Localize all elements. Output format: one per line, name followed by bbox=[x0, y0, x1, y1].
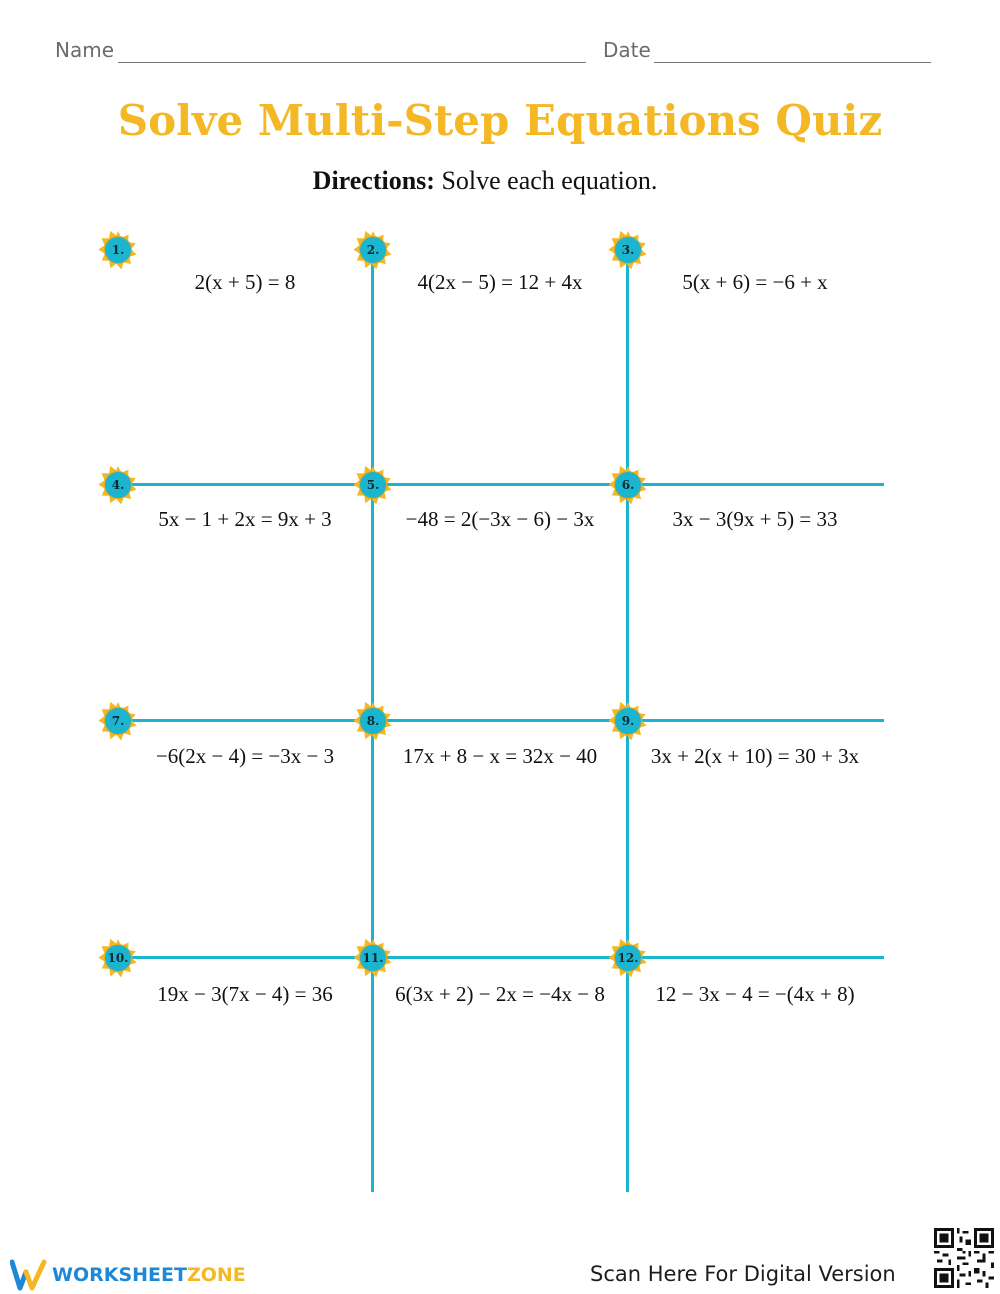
directions-text: Solve each equation. bbox=[441, 166, 658, 195]
grid-horizontal-line-2 bbox=[118, 719, 884, 722]
problem-equation: 4(2x − 5) = 12 + 4x bbox=[417, 270, 583, 294]
problem-number-badge bbox=[353, 938, 393, 978]
name-label: Name bbox=[55, 38, 115, 62]
problem-equation: 6(3x + 2) − 2x = −4x − 8 bbox=[395, 982, 605, 1006]
problem-number-badge bbox=[353, 701, 393, 741]
problem-number: 10. bbox=[107, 951, 129, 965]
worksheetzone-logo-icon[interactable] bbox=[10, 1258, 48, 1292]
problem-number-badge bbox=[608, 701, 648, 741]
name-line[interactable] bbox=[118, 62, 586, 63]
problem-equation: 3x + 2(x + 10) = 30 + 3x bbox=[650, 744, 860, 768]
problem-number-badge bbox=[608, 938, 648, 978]
date-label: Date bbox=[603, 38, 651, 62]
problem-number-badge bbox=[98, 938, 138, 978]
problem-number: 4. bbox=[111, 478, 125, 492]
problem-number: 9. bbox=[621, 714, 635, 728]
problem-equation: 19x − 3(7x − 4) = 36 bbox=[157, 982, 333, 1006]
problem-number: 11. bbox=[362, 951, 384, 965]
problem-number-badge bbox=[353, 230, 393, 270]
problem-number-badge bbox=[608, 465, 648, 505]
problem-number: 3. bbox=[621, 243, 635, 257]
date-line[interactable] bbox=[654, 62, 931, 63]
problem-number: 8. bbox=[366, 714, 380, 728]
problem-equation: 2(x + 5) = 8 bbox=[194, 270, 296, 294]
problem-equation: −6(2x − 4) = −3x − 3 bbox=[155, 744, 335, 768]
problem-equation: −48 = 2(−3x − 6) − 3x bbox=[405, 507, 595, 531]
problem-number-badge bbox=[608, 230, 648, 270]
directions bbox=[0, 166, 970, 196]
problem-number: 7. bbox=[111, 714, 125, 728]
problem-equation: 5(x + 6) = −6 + x bbox=[682, 270, 828, 294]
problem-number-badge bbox=[98, 230, 138, 270]
problem-equation: 5x − 1 + 2x = 9x + 3 bbox=[158, 507, 332, 531]
brand-name[interactable] bbox=[52, 1264, 246, 1286]
grid-horizontal-line-1 bbox=[118, 483, 884, 486]
grid-horizontal-line-3 bbox=[118, 956, 884, 959]
problem-equation: 17x + 8 − x = 32x − 40 bbox=[402, 744, 598, 768]
problem-number-badge bbox=[98, 701, 138, 741]
page-title: Solve Multi-Step Equations Quiz bbox=[117, 96, 883, 145]
problem-number: 1. bbox=[111, 243, 125, 257]
problem-number: 6. bbox=[621, 478, 635, 492]
directions-label: Directions: bbox=[312, 166, 435, 195]
scan-text: Scan Here For Digital Version bbox=[590, 1262, 896, 1286]
qr-code-icon[interactable] bbox=[934, 1228, 994, 1288]
brand-name-part2: ZONE bbox=[186, 1264, 246, 1286]
problem-number: 12. bbox=[617, 951, 639, 965]
problem-equation: 3x − 3(9x + 5) = 33 bbox=[672, 507, 838, 531]
problem-equation: 12 − 3x − 4 = −(4x + 8) bbox=[655, 982, 855, 1006]
problem-number: 5. bbox=[366, 478, 380, 492]
problem-number-badge bbox=[98, 465, 138, 505]
problem-number: 2. bbox=[366, 243, 380, 257]
brand-name-part1: WORKSHEET bbox=[52, 1264, 187, 1286]
problem-number-badge bbox=[353, 465, 393, 505]
